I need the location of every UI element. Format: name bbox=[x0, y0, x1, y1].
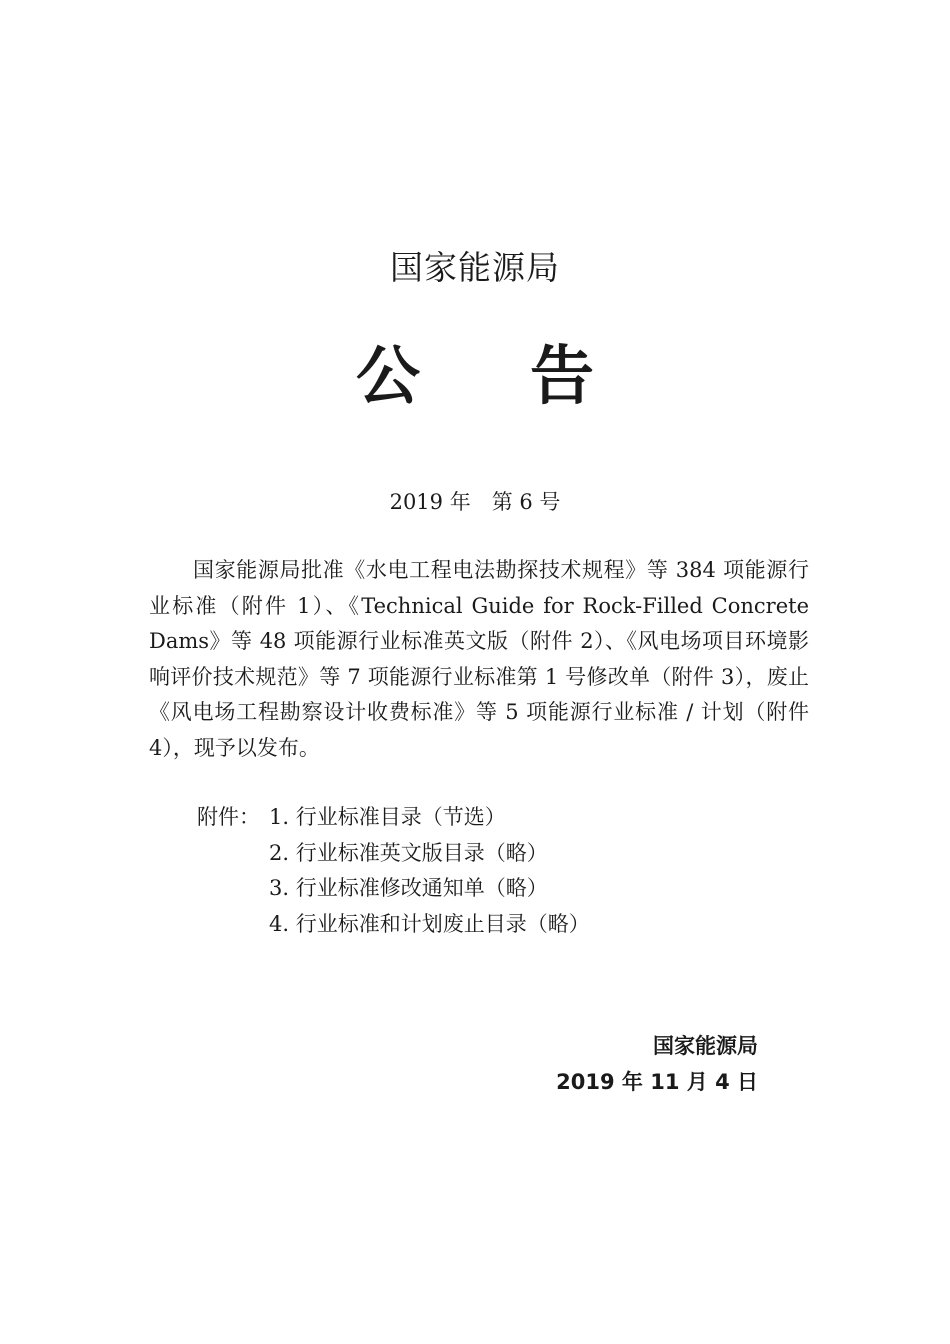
attachment-list bbox=[197, 800, 757, 942]
signature-date: 2019 年 11 月 4 日 bbox=[556, 1070, 758, 1094]
document-title: 公告 bbox=[356, 340, 704, 414]
attachment-item-text: 4. 行业标准和计划废止目录（略） bbox=[269, 911, 590, 936]
issue-number: 2019 年 第 6 号 bbox=[389, 490, 561, 514]
attachment-item bbox=[197, 836, 757, 872]
signature-block bbox=[556, 1028, 758, 1100]
attachment-item-text: 1. 行业标准目录（节选） bbox=[269, 805, 506, 829]
attachment-item bbox=[197, 800, 757, 836]
attachment-item bbox=[197, 907, 757, 943]
attachment-item-text: 2. 行业标准英文版目录（略） bbox=[269, 840, 548, 865]
issuer-heading: 国家能源局 bbox=[390, 248, 560, 287]
announcement-body: 国家能源局批准《水电工程电法勘探技术规程》等 384 项能源行业标准（附件 1）、《Technical Guide for Rock-Filled Concrete Dams》等 48 项能源行业标准英文版（附件 2）、《风电场项目环境影响评价技术规范》等 7 项能源行业标准第 1 号修改单（附件 3），废止《风电场工程勘察设计收费标准》等 5 项能源行业标准 / 计划（附件 4），现予以发布。 bbox=[149, 558, 809, 760]
attachment-item-text: 3. 行业标准修改通知单（略） bbox=[269, 876, 548, 900]
signature-issuer: 国家能源局 bbox=[653, 1034, 758, 1058]
attachment-label: 附件： bbox=[197, 805, 260, 829]
attachment-item bbox=[197, 871, 757, 907]
